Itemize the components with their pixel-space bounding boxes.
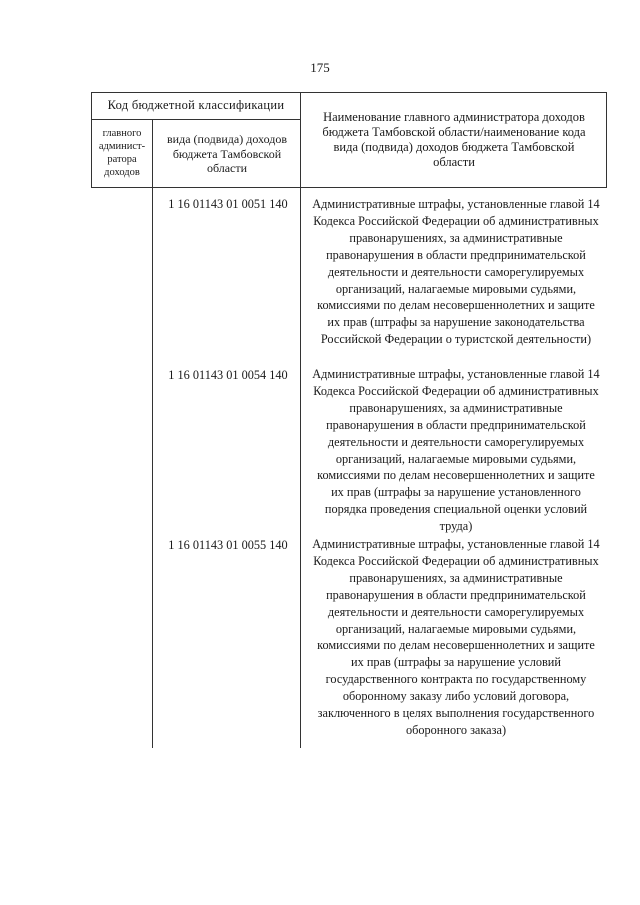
- row-description: Административные штрафы, установленные главой 14 Кодекса Российской Федерации об административных правонарушениях, за административные правонарушения в области предпринимательской деятельности и деятельности саморегулируемых организаций, налагаемые мировыми судьями, комиссиями по делам несовершеннолетних и защите их прав (штрафы за нарушение установленного порядка проведения специальной оценки условий труда): [312, 367, 600, 534]
- row-description: Административные штрафы, установленные главой 14 Кодекса Российской Федерации об административных правонарушениях, за административные правонарушения в области предпринимательской деятельности и деятельности саморегулируемых организаций, налагаемые мировыми судьями, комиссиями по делам несовершеннолетних и защите их прав (штрафы за нарушение условий государственного контракта по государственному оборонному заказу либо условий договора, заключенного в целях выполнения государственного оборонного заказа): [312, 537, 600, 737]
- header-divider-code: [91, 119, 301, 120]
- header-col-admin: главного админист-ратора доходов: [98, 128, 146, 178]
- header-code-group: Код бюджетной классификации: [107, 98, 285, 113]
- row-code: 1 16 01143 01 0054 140: [168, 368, 288, 382]
- header-divider-main: [300, 92, 301, 188]
- row-code: 1 16 01143 01 0055 140: [168, 538, 288, 552]
- header-divider-sub: [152, 119, 153, 188]
- row-description: Административные штрафы, установленные главой 14 Кодекса Российской Федерации об административных правонарушениях, за административные правонарушения в области предпринимательской деятельности и деятельности саморегулируемых организаций, налагаемые мировыми судьями, комиссиями по делам несовершеннолетних и защите их прав (штрафы за нарушение законодательства Российской Федерации о туристской деятельности): [312, 197, 600, 347]
- body-divider-right: [300, 188, 301, 748]
- header-col-kind: вида (подвида) доходов бюджета Тамбовской области: [167, 132, 287, 176]
- page-number: 175: [310, 60, 330, 75]
- header-col-name: Наименование главного администратора доходов бюджета Тамбовской области/наименование кода вида (подвида) доходов бюджета Тамбовской области: [322, 109, 586, 170]
- row-code: 1 16 01143 01 0051 140: [168, 197, 288, 211]
- body-divider-left: [152, 188, 153, 748]
